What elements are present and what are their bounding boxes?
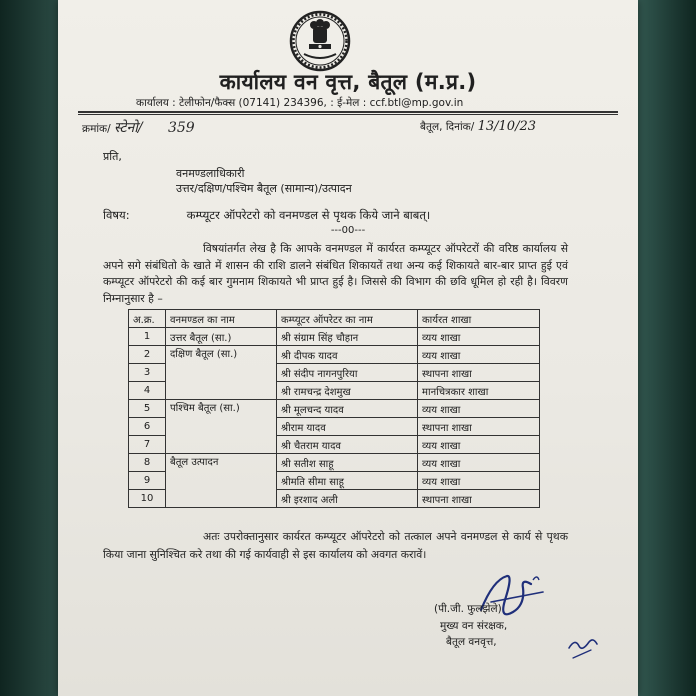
cell-serial: 10 [129, 490, 166, 508]
header-division: वनमण्डल का नाम [166, 310, 277, 328]
cell-serial: 3 [129, 364, 166, 382]
signatory-designation: मुख्य वन संरक्षक, [440, 620, 508, 632]
table-row [129, 400, 540, 418]
reference-section: स्टेनो/ [114, 120, 143, 136]
recipient-divisions: उत्तर/दक्षिण/पश्चिम बैतूल (सामान्य)/उत्पादन [176, 182, 352, 195]
subject-label: विषय: [103, 208, 130, 222]
cell-serial: 4 [129, 382, 166, 400]
cell-operator-name: श्री दीपक यादव [277, 346, 418, 364]
cell-operator-name: श्री रामचन्द्र देशमुख [277, 382, 418, 400]
cell-serial: 1 [129, 328, 166, 346]
letterhead-rule [78, 111, 618, 113]
cell-serial: 9 [129, 472, 166, 490]
cell-branch: व्यय शाखा [418, 472, 540, 490]
date-label: बैतूल, दिनांक/ [420, 121, 475, 133]
cell-branch: व्यय शाखा [418, 346, 540, 364]
cell-branch: व्यय शाखा [418, 436, 540, 454]
cell-operator-name: श्री मूलचन्द यादव [277, 400, 418, 418]
reference-value: 359 [167, 120, 195, 136]
cell-operator-name: श्री सतीश साहू [277, 454, 418, 472]
closing-paragraph: अतः उपरोक्तानुसार कार्यरत कम्प्यूटर ऑपरेटरो को तत्काल अपने वनमण्डल से कार्य से पृथक किया जाना सुनिश्चित करे तथा की गई कार्यवाही से इस कार्यालय को अवगत करावें। [103, 530, 568, 561]
reference-label: क्रमांक/ [82, 123, 111, 135]
recipient-prefix: प्रति, [103, 150, 122, 163]
cell-serial: 2 [129, 346, 166, 364]
background-left [0, 0, 60, 696]
cell-division: बैतूल उत्पादन [166, 454, 277, 508]
subject-text: कम्प्यूटर ऑपरेटरो को वनमण्डल से पृथक किये जाने बाबत्। [186, 208, 431, 222]
letter-sheet [58, 0, 638, 696]
background-right [636, 0, 696, 696]
cell-branch: स्थापना शाखा [418, 490, 540, 508]
letter-date [420, 119, 536, 134]
header-serial: अ.क्र. [129, 310, 166, 328]
header-branch: कार्यरत शाखा [418, 310, 540, 328]
operators-table [128, 309, 540, 508]
cell-branch: स्थापना शाखा [418, 364, 540, 382]
cell-branch: व्यय शाखा [418, 454, 540, 472]
recipient-title: वनमण्डलाधिकारी [176, 167, 245, 180]
cell-operator-name: श्रीराम यादव [277, 418, 418, 436]
table-row [129, 346, 540, 364]
cell-operator-name: श्री इरशाद अली [277, 490, 418, 508]
cell-division: पश्चिम बैतूल (सा.) [166, 400, 277, 454]
cell-branch: व्यय शाखा [418, 400, 540, 418]
signatory-office: बैतूल वनवृत्त, [446, 636, 497, 648]
reference-number [82, 118, 195, 137]
table-header-row [129, 310, 540, 328]
cell-serial: 8 [129, 454, 166, 472]
letterhead-rule-thin [78, 114, 618, 115]
contact-line: कार्यालय : टेलीफोन/फैक्स (07141) 234396, : ई-मेल : ccf.btl@mp.gov.in [136, 97, 464, 109]
cell-branch: व्यय शाखा [418, 328, 540, 346]
cell-serial: 7 [129, 436, 166, 454]
body-paragraph: विषयांतर्गत लेख है कि आपके वनमण्डल में कार्यरत कम्प्यूटर ऑपरेटरों की वरिष्ठ कार्यालय से अपने सगे संबंधितो के खाते में शासन की राशि डालने संबंधित शिकायतें तथा अन्य कई शिकायते बार-बार प्राप्त हुई एवं कम्प्यूटर ऑपरेटरो की कई बार गुमनाम शिकायते भी प्राप्त हुई है। जिससे की विभाग की छवि धूमिल हो रही है। विवरण निम्नानुसार है – [103, 242, 568, 305]
date-value: 13/10/23 [477, 119, 536, 134]
subject-line [103, 208, 430, 223]
cell-operator-name: श्रीमति सीमा साहू [277, 472, 418, 490]
handwritten-signature [473, 570, 603, 665]
cell-serial: 6 [129, 418, 166, 436]
office-title: कार्यालय वन वृत्त, बैतूल (म.प्र.) [219, 70, 477, 94]
cell-operator-name: श्री चैतराम यादव [277, 436, 418, 454]
table-row [129, 328, 540, 346]
cell-division: दक्षिण बैतूल (सा.) [166, 346, 277, 400]
cell-branch: स्थापना शाखा [418, 418, 540, 436]
government-emblem-icon [289, 10, 351, 72]
cell-branch: मानचित्रकार शाखा [418, 382, 540, 400]
table-row [129, 454, 540, 472]
cell-operator-name: श्री संग्राम सिंह चौहान [277, 328, 418, 346]
header-operator-name: कम्प्यूटर ऑपरेटर का नाम [277, 310, 418, 328]
section-divider: ---00--- [330, 225, 366, 236]
cell-operator-name: श्री संदीप नागनपुरिया [277, 364, 418, 382]
cell-serial: 5 [129, 400, 166, 418]
signatory-name: (पी.जी. फुलझेले) [434, 603, 502, 615]
cell-division: उत्तर बैतूल (सा.) [166, 328, 277, 346]
